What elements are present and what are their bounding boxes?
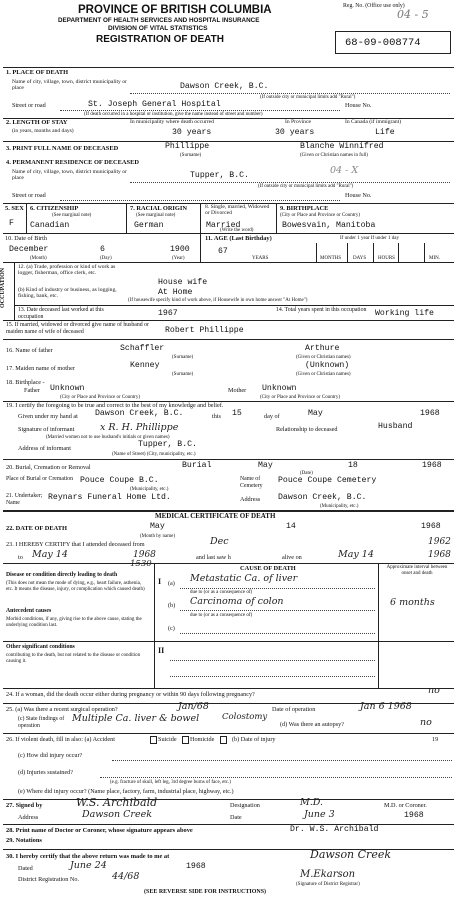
undertaker-label: 21. Undertaker; Name	[6, 493, 43, 506]
signed-year: 1968	[404, 811, 424, 820]
dob-day-cap: (Day)	[100, 256, 112, 261]
age-months-cap: MONTHS	[320, 256, 342, 261]
designation-cap: M.D. or Coroner.	[384, 802, 427, 809]
cause-b-prefix: (b)	[168, 602, 176, 609]
alive-date: May 14	[338, 549, 374, 560]
surgical-operation-value: Jan/68	[178, 701, 209, 712]
reg-no-label: Reg. No. (Office use only)	[343, 3, 405, 9]
notations-label: 29. Notations	[6, 837, 42, 844]
trade-value: House wife	[158, 278, 208, 287]
parents-birthplace-label: 18. Birthplace -	[6, 379, 45, 386]
marital-note: (Write the word)	[220, 228, 254, 233]
attend-label: 23. I HEREBY CERTIFY that I attended deceased from	[6, 541, 145, 548]
homicide-label: Homicide	[190, 736, 215, 743]
operation-date-label: Date of operation	[272, 706, 316, 713]
top-handwritten-code: 04 - 5	[397, 8, 429, 21]
other-conditions-label: Other significant conditions	[6, 644, 75, 650]
stay-municipality-value: 30 years	[172, 128, 212, 137]
injuries-note: (e.g. fracture of skull, left leg, 3rd degree burns of face, etc.)	[110, 780, 231, 785]
residence-house-label: House No.	[345, 192, 372, 199]
age-years-cap: YEARS	[252, 256, 269, 261]
province-heading: PROVINCE OF BRITISH COLUMBIA	[78, 4, 272, 16]
relationship-label: Relationship to deceased	[276, 426, 338, 433]
operation-date-value: Jan 6 1968	[360, 701, 412, 712]
age-hours-cap: HOURS	[378, 256, 395, 261]
hospital-note: (If death occurred in a hospital or institution, give the name instead of street and number)	[84, 112, 263, 117]
stay-province-label: In Province	[285, 119, 311, 125]
father-surname: Schaffler	[120, 344, 165, 353]
mother-birthplace-value: Unknown	[262, 384, 297, 393]
reverse-side-note: (SEE REVERSE SIDE FOR INSTRUCTIONS)	[144, 889, 267, 895]
hospital-value: St. Joseph General Hospital	[88, 100, 221, 109]
reg-no-value: 68-09-008774	[345, 37, 421, 49]
signed-date-value: June 3	[304, 809, 335, 820]
attend-from-year: 1962	[428, 537, 451, 547]
age-days-cap: DAYS	[353, 256, 367, 261]
spouse-value: Robert Phillippe	[165, 326, 244, 335]
registrar-cert-label: 30. I hereby certify that the above return was made to me at	[6, 853, 170, 860]
given-names-value: Blanche Winnifred	[300, 142, 384, 151]
residence-rural-note: (If outside city or municipal limits add "Rural")	[258, 184, 354, 189]
dob-day: 6	[100, 245, 105, 254]
informant-address-cap: (Name of Street) (City, municipality, etc.)	[112, 452, 196, 457]
street-label: Street or road	[12, 102, 46, 109]
house-no-label: House No.	[345, 102, 372, 109]
injury-year-prefix: 19	[432, 736, 439, 743]
autopsy-label: (d) Was there an autopsy?	[280, 721, 344, 728]
surname-caption: (Surname)	[180, 153, 202, 158]
findings-label: (c) State findings of operation	[18, 716, 65, 729]
attend-to-year: 1968	[133, 550, 156, 560]
signed-date-label: Date	[230, 814, 242, 821]
accident-checkbox	[150, 736, 157, 744]
findings-extra: Colostomy	[222, 712, 268, 722]
dob-month-cap: (Month)	[30, 256, 47, 261]
burial-place-label: Place of Burial or Cremation	[6, 476, 73, 482]
pregnancy-label: 24. If a woman, did the death occur either during pregnancy or within 90 days following pregnancy?	[6, 691, 255, 698]
signer-address-value: Dawson Creek	[82, 809, 152, 820]
dod-day: 14	[286, 522, 296, 531]
alive-year: 1968	[428, 550, 451, 560]
racial-origin-label: 7. RACIAL ORIGIN	[130, 205, 187, 212]
undertaker-address-label: Address	[240, 496, 261, 503]
racial-origin-value: German	[134, 221, 164, 230]
print-name-label: 28. Print name of Doctor or Coroner, whose signature appears above	[6, 827, 193, 834]
father-given-cap: (Given or Christian names)	[296, 355, 351, 360]
suicide-checkbox	[182, 736, 189, 744]
dob-label: 10. Date of Birth	[5, 235, 47, 242]
cause-a-value: Metastatic Ca. of liver	[190, 573, 298, 584]
surname-value: Phillippe	[165, 142, 210, 151]
age-label: 11. AGE (Last Birthday)	[205, 235, 272, 242]
father-given: Arthure	[305, 344, 340, 353]
stay-province-value: 30 years	[275, 128, 315, 137]
violent-accident-label: 26. If violent death, fill in also: (a) Accident	[6, 736, 115, 743]
citizenship-label: 6. CITIZENSHIP	[30, 205, 79, 212]
informant-year: 1968	[420, 409, 440, 418]
undertaker-value: Reynars Funeral Home Ltd.	[48, 493, 171, 502]
dated-value: June 24	[70, 860, 107, 871]
doctor-signature: W.S. Archibald	[76, 796, 158, 809]
residence-label: 4. PERMANENT RESIDENCE OF DECEASED	[6, 159, 139, 166]
last-saw-label: and last saw h	[196, 554, 231, 561]
father-label: 16. Name of father	[6, 347, 53, 354]
cause-a-prefix: (a)	[168, 580, 175, 587]
birthplace-note: (City or Place and Province or Country)	[280, 213, 360, 218]
birthplace-cap-father: (City or Place and Province or Country)	[60, 395, 140, 400]
birthplace-label: 9. BIRTHPLACE	[280, 205, 329, 212]
cause-line-i: I	[158, 577, 162, 586]
antecedent-label: Antecedent causes	[6, 608, 52, 614]
length-of-stay-sub: (in years, months and days)	[12, 128, 74, 134]
dod-month: May	[150, 522, 165, 531]
interval-heading: Approximate interval between onset and death	[386, 565, 448, 576]
place-of-death-value: Dawson Creek, B.C.	[180, 82, 269, 91]
sex-label: 5. SEX	[5, 205, 24, 212]
signed-by-label: 27. Signed by	[6, 802, 43, 809]
birthplace-value: Bowesvain, Manitoba	[282, 221, 376, 230]
trade-label: 12. (a) Trade, profession or kind of work as logger, fisherman, office clerk, etc.	[18, 264, 116, 277]
signer-address-label: Address	[18, 814, 39, 821]
age-value: 67	[218, 247, 228, 256]
industry-value: At Home	[158, 288, 193, 297]
injuries-label: (d) Injuries sustained?	[18, 769, 73, 776]
industry-label: (b) Kind of industry or business, as logging, fishing, bank, etc.	[18, 287, 117, 300]
pregnancy-value: no	[428, 685, 440, 696]
occupation-side-label: OCCUPATION	[0, 267, 6, 308]
time-note: 1530	[130, 559, 152, 569]
place-rural-note: (If outside city or municipal limits add "Rural")	[260, 95, 356, 100]
department-heading: DEPARTMENT OF HEALTH SERVICES AND HOSPITAL INSURANCE	[58, 17, 260, 24]
other-conditions-note: contributing to the death, but not related to the disease or condition causing it.	[6, 653, 141, 664]
designation-value: M.D.	[300, 797, 324, 808]
father-birthplace-label: Father	[24, 387, 40, 394]
informant-address-label: Address of informant	[18, 445, 71, 452]
dod-cap: (Month by name)	[140, 534, 175, 539]
medical-heading: MEDICAL CERTIFICATE OF DEATH	[155, 512, 276, 520]
total-years-label: 14. Total years spent in this occupation	[276, 307, 367, 313]
informant-sig-note: (Married women not to use husband's initials or given names)	[46, 435, 170, 440]
dob-year-cap: (Year)	[172, 256, 185, 261]
surgical-operation-label: 25. (a) Was there a recent surgical operation?	[6, 706, 118, 713]
informant-place: Dawson Creek, B.C.	[95, 409, 184, 418]
alive-on-label: alive on	[282, 554, 302, 561]
last-worked-value: 1967	[158, 309, 178, 318]
given-caption: (Given or Christian names in full)	[300, 153, 368, 158]
designation-label: Designation	[230, 802, 260, 809]
burial-date-cap: (Date)	[300, 471, 313, 476]
citizenship-value: Canadian	[30, 221, 70, 230]
informant-day: 15	[232, 409, 242, 418]
registrar-signature: M.Ekarson	[300, 869, 356, 880]
burial-year: 1968	[422, 461, 442, 470]
informant-month: May	[308, 409, 323, 418]
total-years-value: Working life	[375, 309, 434, 318]
district-reg-value: 44/68	[112, 871, 140, 882]
antecedent-note: Morbid conditions, if any, giving rise to the above cause, stating the underlying condition last.	[6, 617, 142, 628]
cause-line-ii: II	[158, 646, 165, 655]
print-name-value: Dr. W.S. Archibald	[290, 825, 379, 834]
due-to-c: due to (or as a consequence of)	[190, 613, 253, 618]
where-injury-label: (e) Where did injury occur? (Name place, factory, farm, industrial place, highway, etc.)	[18, 788, 234, 795]
citizenship-note: (See marginal note)	[52, 213, 92, 218]
place-of-death-label: 1. PLACE OF DEATH	[6, 69, 69, 76]
residence-street-label: Street or road	[12, 192, 46, 199]
cemetery-value: Pouce Coupe Cemetery	[278, 476, 377, 485]
cause-heading: CAUSE OF DEATH	[240, 565, 296, 572]
stay-canada-value: Life	[375, 128, 395, 137]
attend-from: Dec	[210, 536, 229, 547]
informant-signature-label: Signature of informant	[18, 426, 75, 433]
burial-place-value: Pouce Coupe B.C.	[80, 476, 159, 485]
dod-year: 1968	[421, 522, 441, 531]
registrar-place: Dawson Creek	[310, 848, 392, 861]
attend-to: May 14	[32, 549, 68, 560]
registrar-sig-cap: (Signature of District Registrar)	[296, 882, 360, 887]
division-heading: DIVISION OF VITAL STATISTICS	[108, 25, 208, 32]
mother-given: (Unknown)	[305, 361, 350, 370]
stay-canada-label: In Canada (if immigrant)	[345, 119, 402, 125]
burial-month: May	[258, 461, 273, 470]
dob-month: December	[9, 245, 49, 254]
to-label: to	[18, 554, 23, 561]
informant-certify: 19. I certify the foregoing to be true and correct to the best of my knowledge and belief.	[6, 402, 224, 409]
dob-year: 1900	[170, 245, 190, 254]
burial-day: 18	[348, 461, 358, 470]
father-birthplace-value: Unknown	[50, 384, 85, 393]
industry-note: (If housewife specify kind of work above, if Housewife in own home answer "At Home")	[128, 298, 308, 303]
marital-value: Married	[206, 221, 241, 230]
residence-value: Tupper, B.C.	[190, 171, 249, 180]
how-injury-label: (c) How did injury occur?	[18, 752, 83, 759]
undertaker-address-value: Dawson Creek, B.C.	[278, 493, 367, 502]
cause-b-interval: 6 months	[390, 597, 435, 608]
father-surname-cap: (Surname)	[172, 355, 194, 360]
informant-address-value: Tupper, B.C.	[138, 440, 197, 449]
mother-given-cap: (Given or Christian names)	[296, 372, 351, 377]
length-of-stay-label: 2. LENGTH OF STAY	[6, 119, 68, 126]
sex-value: F	[9, 219, 14, 228]
suicide-label: Suicide	[158, 736, 177, 743]
full-name-label: 3. PRINT FULL NAME OF DECEASED	[6, 145, 119, 152]
due-to-b: due to (or as a consequence of)	[190, 590, 253, 595]
marital-label: 8. Single, married, Widowed or Divorced	[205, 204, 270, 217]
residence-handwritten: 04 - X	[330, 165, 359, 176]
place-name-label: Name of city, village, town, district municipality or place	[12, 79, 127, 92]
date-of-death-label: 22. DATE OF DEATH	[6, 525, 67, 532]
mother-birthplace-label: Mother	[228, 387, 247, 394]
this-label: this	[212, 413, 221, 420]
disease-note: (This does not mean the mode of dying, e.g., heart failure, asthenia, etc. It means the disease, injury, or complication which caused death)	[6, 581, 145, 592]
autopsy-value: no	[420, 717, 432, 728]
dated-year: 1968	[186, 862, 206, 871]
spouse-label: 15. If married, widowed or divorced give name of husband or maiden name of wife of deceased	[6, 322, 149, 335]
dated-label: Dated	[18, 865, 33, 872]
form-title: REGISTRATION OF DEATH	[96, 34, 224, 45]
informant-signature: x R. H. Phillippe	[100, 422, 179, 433]
racial-origin-note: (See marginal note)	[136, 213, 176, 218]
birthplace-cap-mother: (City or Place and Province or Country)	[260, 395, 340, 400]
residence-name-label: Name of city, village, town, district municipality or place	[12, 169, 127, 182]
cause-c-prefix: (c)	[168, 625, 175, 632]
age-min-cap: MIN.	[429, 256, 440, 261]
mother-label: 17. Maiden name of mother	[6, 365, 75, 372]
burial-label: 20. Burial, Cremation or Removal	[6, 464, 91, 471]
relationship-value: Husband	[378, 422, 413, 431]
cemetery-label: Name of Cemetery	[240, 476, 263, 489]
cause-b-value: Carcinoma of colon	[190, 596, 284, 607]
mother-surname: Kenney	[130, 361, 160, 370]
age-note: If under 1 year If under 1 day	[340, 236, 400, 241]
disease-label: Disease or condition directly leading to death	[6, 572, 118, 578]
burial-place-cap: (Municipality, etc.)	[130, 487, 169, 492]
injury-date-label: (b) Date of injury	[232, 736, 276, 743]
homicide-checkbox	[220, 736, 227, 744]
last-worked-label: 13. Date deceased last worked at this occupation	[18, 307, 104, 320]
stay-municipality-label: In municipality where death occurred	[130, 119, 214, 125]
undertaker-address-cap: (Municipality, etc.)	[320, 504, 359, 509]
given-under-label: Given under my hand at	[18, 413, 78, 420]
mother-surname-cap: (Surname)	[172, 372, 194, 377]
district-reg-label: District Registration No.	[18, 876, 80, 883]
findings-value: Multiple Ca. liver & bowel	[72, 713, 200, 724]
burial-type: Burial	[182, 461, 212, 470]
day-of-label: day of	[264, 413, 280, 420]
